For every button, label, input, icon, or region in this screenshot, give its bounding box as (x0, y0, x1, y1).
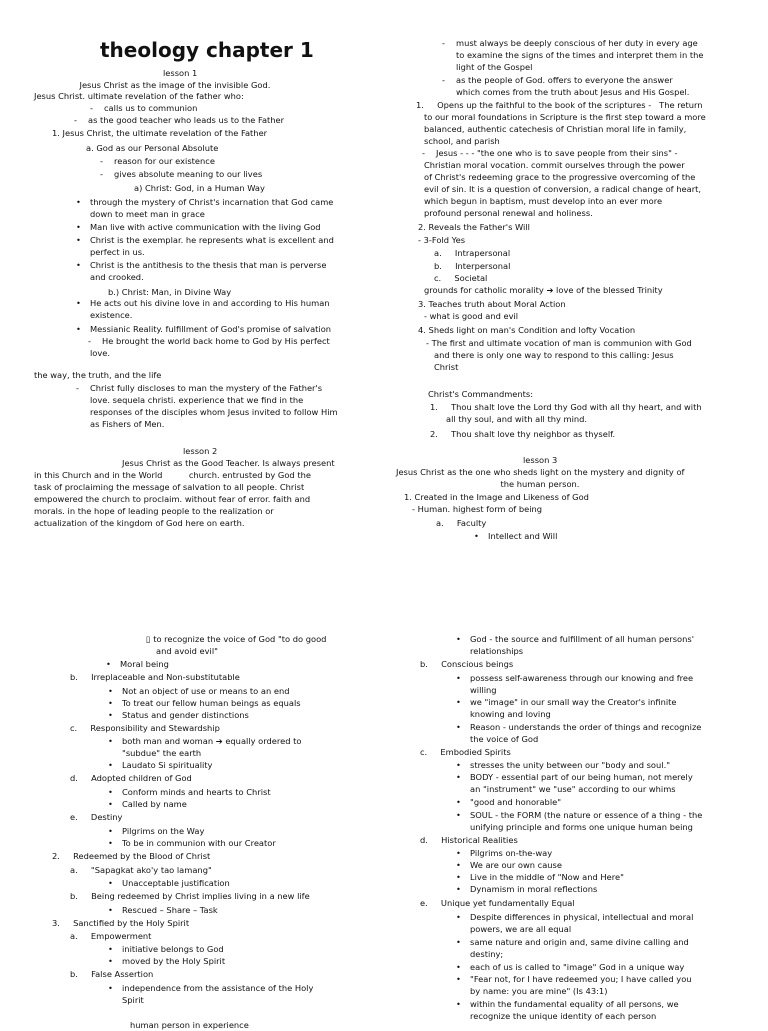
text-line: "Fear not, for I have redeemed you; I have called you (470, 974, 692, 984)
dot-bullet: • (108, 686, 113, 696)
text-line: - Human. highest form of being (412, 504, 543, 514)
text-line: a. Intrapersonal (434, 248, 511, 258)
text-line: 1. Opens up the faithful to the book of the scriptures - The return (416, 100, 703, 110)
text-line: c. Embodied Spirits (420, 747, 511, 757)
dot-bullet: • (456, 634, 461, 644)
dot-bullet: • (456, 760, 461, 770)
dot-bullet: • (456, 848, 461, 858)
dot-bullet: • (456, 860, 461, 870)
dot-bullet: • (108, 944, 113, 954)
text-line: 1. Jesus Christ, the ultimate revelation of the Father (52, 128, 268, 138)
text-line: Jesus Christ. ultimate revelation of the father who: (34, 91, 244, 101)
text-line: Messianic Reality. fulfillment of God's promise of salvation (90, 324, 332, 334)
text-line: a. Faculty (436, 518, 487, 528)
text-line: Man live with active communication with the living God (90, 222, 321, 232)
text-line: which comes from the truth about Jesus and His Gospel. (456, 87, 690, 97)
text-line: Jesus Christ as the image of the invisible God. (79, 80, 271, 90)
text-line: Rescued – Share – Task (122, 905, 218, 915)
text-line: a) Christ: God, in a Human Way (134, 183, 265, 193)
text-line: He brought the world back home to God by His perfect (102, 336, 330, 346)
text-line: morals. in the hope of leading people to the realization or (34, 506, 274, 516)
text-line: 3. Sanctified by the Holy Spirit (52, 918, 190, 928)
text-line: both man and woman ➔ equally ordered to (122, 736, 302, 746)
dot-bullet: • (108, 710, 113, 720)
text-line: the way, the truth, and the life (34, 370, 162, 380)
dot-bullet: • (108, 760, 113, 770)
dot-bullet: • (456, 722, 461, 732)
dot-bullet: • (108, 878, 113, 888)
text-line: Laudato Si spirituality (122, 760, 213, 770)
dot-bullet: • (456, 974, 461, 984)
text-line: which begun in baptism, must develop into an ever more (424, 196, 663, 206)
text-line: Reason - understands the order of things and recognize (470, 722, 702, 732)
dot-bullet: • (456, 797, 461, 807)
text-line: possess self-awareness through our knowing and free (470, 673, 694, 683)
text-line: through the mystery of Christ's incarnation that God came (90, 197, 334, 207)
text-line: 2. Thou shalt love thy neighbor as thyself. (430, 429, 616, 439)
dot-bullet: • (456, 810, 461, 820)
text-line: destiny; (470, 949, 504, 959)
dot-bullet: • (76, 197, 81, 207)
text-line: must always be deeply conscious of her duty in every age (456, 38, 698, 48)
dash-bullet: - (76, 383, 79, 393)
dot-bullet: • (456, 772, 461, 782)
text-line: the voice of God (470, 734, 539, 744)
text-line: a. "Sapagkat ako'y tao lamang" (70, 865, 212, 875)
text-line: lesson 2 (183, 446, 218, 456)
text-line: Jesus Christ as the one who sheds light on the mystery and dignity of (396, 467, 685, 477)
text-line: profound personal renewal and holiness. (424, 208, 593, 218)
dot-bullet: • (76, 260, 81, 270)
dash-bullet: - (74, 115, 77, 125)
text-line: 1. Thou shalt love the Lord thy God with all thy heart, and with (430, 402, 702, 412)
text-line: Called by name (122, 799, 187, 809)
text-line: Pilgrims on the Way (122, 826, 205, 836)
text-line: light of the Gospel (456, 62, 533, 72)
text-line: Christ (434, 362, 459, 372)
text-line: b. False Assertion (70, 969, 154, 979)
text-line: moved by the Holy Spirit (122, 956, 226, 966)
text-line: Dynamism in moral reflections (470, 884, 598, 894)
text-line: initiative belongs to God (122, 944, 224, 954)
text-line: empowered the church to proclaim. without fear of error. faith and (34, 494, 311, 504)
text-line: actualization of the kingdom of God here on earth. (34, 518, 245, 528)
text-line: Intellect and Will (488, 531, 558, 541)
text-line: e. Unique yet fundamentally Equal (420, 898, 575, 908)
dash-bullet: - (100, 156, 103, 166)
text-line: each of us is called to "image" God in a unique way (470, 962, 685, 972)
text-line: b. Irreplaceable and Non-substitutable (70, 672, 240, 682)
text-line: Moral being (120, 659, 169, 669)
dot-bullet: • (76, 324, 81, 334)
text-line: b. Conscious beings (420, 659, 514, 669)
text-line: 4. Sheds light on man's Condition and lofty Vocation (418, 325, 636, 335)
text-line: down to meet man in grace (90, 209, 205, 219)
text-line: SOUL - the FORM (the nature or essence of a thing - the (470, 810, 703, 820)
text-line: love. (90, 348, 111, 358)
dot-bullet: • (106, 659, 111, 669)
text-line: b. Being redeemed by Christ implies living in a new life (70, 891, 310, 901)
text-line: unifying principle and forms one unique human being (470, 822, 693, 832)
dot-bullet: • (456, 937, 461, 947)
text-line: "subdue" the earth (122, 748, 202, 758)
dot-bullet: • (108, 983, 113, 993)
dash-bullet: - (442, 75, 445, 85)
dash-bullet: - (442, 38, 445, 48)
dot-bullet: • (76, 235, 81, 245)
text-line: Christ fully discloses to man the mystery of the Father's (90, 383, 323, 393)
text-line: ▯ to recognize the voice of God "to do good (146, 634, 327, 644)
dot-bullet: • (108, 698, 113, 708)
text-line: Status and gender distinctions (122, 710, 249, 720)
dot-bullet: • (76, 298, 81, 308)
text-line: the human person. (500, 479, 580, 489)
text-line: e. Destiny (70, 812, 123, 822)
text-line: in this Church and in the World church. entrusted by God the (34, 470, 311, 480)
dot-bullet: • (108, 826, 113, 836)
text-line: school, and parish (424, 136, 500, 146)
text-line: stresses the unity between our "body and soul." (470, 760, 671, 770)
text-line: Christ is the exemplar. he represents what is excellent and (90, 235, 334, 245)
text-line: We are our own cause (470, 860, 562, 870)
text-line: existence. (90, 310, 133, 320)
text-line: 2. Redeemed by the Blood of Christ (52, 851, 211, 861)
text-line: and crooked. (90, 272, 144, 282)
text-line: Live in the middle of "Now and Here" (470, 872, 624, 882)
dot-bullet: • (456, 884, 461, 894)
dot-bullet: • (108, 956, 113, 966)
text-line: Jesus - - - "the one who is to save people from their sins" - (436, 148, 678, 158)
text-line: BODY - essential part of our being human, not merely (470, 772, 693, 782)
text-line: 3. Teaches truth about Moral Action (418, 299, 566, 309)
text-line: lesson 1 (163, 68, 198, 78)
text-line: Not an object of use or means to an end (122, 686, 290, 696)
text-line: as the good teacher who leads us to the Father (88, 115, 285, 125)
dot-bullet: • (108, 838, 113, 848)
text-line: d. Adopted children of God (70, 773, 192, 783)
text-line: as Fishers of Men. (90, 419, 165, 429)
text-line: to examine the signs of the times and interpret them in the (456, 50, 704, 60)
dot-bullet: • (108, 905, 113, 915)
text-line: perfect in us. (90, 247, 145, 257)
text-line: calls us to communion (104, 103, 198, 113)
text-line: reason for our existence (114, 156, 215, 166)
text-line: human person in experience (130, 1020, 249, 1030)
dot-bullet: • (456, 872, 461, 882)
text-line: Spirit (122, 995, 144, 1005)
text-line: within the fundamental equality of all persons, we (470, 999, 679, 1009)
text-line: task of proclaiming the message of salvation to all people. Christ (34, 482, 305, 492)
text-line: willing (470, 685, 497, 695)
text-line: - 3-Fold Yes (418, 235, 466, 245)
dot-bullet: • (108, 736, 113, 746)
text-line: powers, we are all equal (470, 924, 572, 934)
text-line: gives absolute meaning to our lives (114, 169, 263, 179)
text-line: grounds for catholic morality ➔ love of the blessed Trinity (424, 285, 663, 295)
text-line: recognize the unique identity of each person (470, 1011, 657, 1021)
dash-bullet: - (422, 148, 425, 158)
text-line: same nature and origin and, same divine calling and (470, 937, 689, 947)
text-line: we "image" in our small way the Creator's infinite (470, 697, 677, 707)
text-line: To treat our fellow human beings as equals (122, 698, 301, 708)
dot-bullet: • (456, 912, 461, 922)
text-line: independence from the assistance of the Holy (122, 983, 314, 993)
dash-bullet: - (88, 336, 91, 346)
text-line: - The first and ultimate vocation of man is communion with God (426, 338, 692, 348)
text-line: knowing and loving (470, 709, 551, 719)
text-line: as the people of God. offers to everyone the answer (456, 75, 673, 85)
text-line: and avoid evil" (156, 646, 218, 656)
text-line: of Christ's redeeming grace to the progressive overcoming of the (424, 172, 696, 182)
dash-bullet: - (100, 169, 103, 179)
text-line: 1. Created in the Image and Likeness of God (404, 492, 589, 502)
text-line: lesson 3 (523, 455, 558, 465)
dot-bullet: • (456, 697, 461, 707)
text-line: all thy soul, and with all thy mind. (446, 414, 588, 424)
text-line: d. Historical Realities (420, 835, 518, 845)
text-line: relationships (470, 646, 524, 656)
text-line: to our moral foundations in Scripture is the first step toward a more (424, 112, 706, 122)
text-line: Unacceptable justification (122, 878, 230, 888)
text-line: Christ's Commandments: (428, 389, 534, 399)
text-line: evil of sin. It is a question of conversion, a radical change of heart, (424, 184, 701, 194)
text-line: God - the source and fulfillment of all human persons' (470, 634, 694, 644)
text-line: Christian moral vocation. commit ourselves through the power (424, 160, 685, 170)
text-line: Pilgrims on-the-way (470, 848, 553, 858)
text-line: To be in communion with our Creator (122, 838, 276, 848)
text-line: Christ is the antithesis to the thesis that man is perverse (90, 260, 327, 270)
dash-bullet: - (90, 103, 93, 113)
text-line: love. sequela christi. experience that we find in the (90, 395, 304, 405)
dot-bullet: • (108, 787, 113, 797)
dot-bullet: • (76, 222, 81, 232)
text-line: an "instrument" we "use" according to our whims (470, 784, 676, 794)
text-line: responses of the disciples whom Jesus invited to follow Him (90, 407, 338, 417)
text-line: and there is only one way to respond to this calling: Jesus (434, 350, 674, 360)
text-line: "good and honorable" (470, 797, 562, 807)
dot-bullet: • (456, 673, 461, 683)
text-line: a. Empowerment (70, 931, 152, 941)
text-line: Despite differences in physical, intellectual and moral (470, 912, 694, 922)
text-line: balanced, authentic catechesis of Christian moral life in family, (424, 124, 687, 134)
text-line: a. God as our Personal Absolute (86, 143, 219, 153)
dot-bullet: • (456, 962, 461, 972)
text-line: 2. Reveals the Father's Will (418, 222, 530, 232)
page-title: theology chapter 1 (100, 38, 314, 62)
text-line: Conform minds and hearts to Christ (122, 787, 271, 797)
text-line: c. Responsibility and Stewardship (70, 723, 220, 733)
text-line: b.) Christ: Man, in Divine Way (108, 287, 232, 297)
text-line: - what is good and evil (424, 311, 519, 321)
dot-bullet: • (456, 999, 461, 1009)
dot-bullet: • (108, 799, 113, 809)
text-line: b. Interpersonal (434, 261, 511, 271)
text-line: by name: you are mine" (Is 43:1) (470, 986, 608, 996)
dot-bullet: • (474, 531, 479, 541)
text-line: c. Societal (434, 273, 488, 283)
text-line: Jesus Christ as the Good Teacher. Is always present (122, 458, 335, 468)
text-line: He acts out his divine love in and according to His human (90, 298, 330, 308)
